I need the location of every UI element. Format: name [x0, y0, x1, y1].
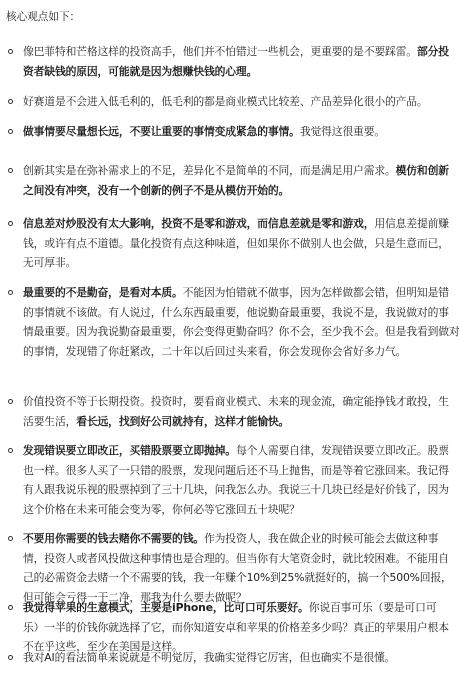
body-text: 不能因为怕错就不做事，因为怎样做都会错，但明知是错	[182, 286, 449, 299]
bold-text: 我觉得苹果的生意模式，主要是iPhone，比可口可乐要好。	[23, 601, 309, 614]
bullet-icon	[8, 605, 13, 610]
bullet-icon	[8, 399, 13, 404]
bold-text: 部分投	[416, 45, 449, 58]
key-point-line	[23, 392, 449, 412]
key-point-line	[23, 549, 449, 569]
key-point-line	[23, 303, 449, 323]
body-text: 情最重要。因为我说勤奋最重要，你会变得更勤奋吗？你不会，至少我不会。但是我看到做对	[23, 325, 460, 338]
bold-text: 信息差对炒股没有太大影响，投资不是零和游戏，而信息差就是零和游戏，	[23, 217, 375, 230]
bold-text: 发现错误要立即改正，买错股票要立即抛掉。	[23, 444, 236, 457]
bullet-icon	[8, 49, 13, 54]
key-point-item	[23, 392, 449, 431]
bold-text: 资者缺钱的原因，可能就是因为想赚快钱的心理。	[23, 64, 258, 78]
body-text: 乐）一半的价钱你就选择了它，而你知道安卓和苹果的价格差多少吗？真正的苹果用户根本	[23, 620, 449, 634]
key-point-line	[23, 122, 421, 142]
body-text: 你说百事可乐（要是可口可	[308, 601, 437, 614]
body-text: 的事情，发现错了你赶紧改，二十年以后回过头来看，你会发现你会省好多力气。	[23, 344, 407, 358]
key-point-line	[23, 500, 421, 520]
key-point-line	[23, 648, 421, 668]
body-text: 有人跟我说乐视的股票掉到了三十几块，问我怎么办。我说三十几块已经是好价钱了，因为	[23, 483, 449, 496]
key-point-line	[23, 618, 449, 638]
key-point-line	[23, 283, 449, 303]
body-text: 钱，或许有点不道德。量化投资有点这种味道，但如果你不做别人也会做，只是生意而已，	[23, 236, 449, 250]
key-point-line	[23, 234, 449, 254]
body-text: 但可能会亏得一干二净，那我为什么要去做呢？	[23, 590, 247, 604]
body-text: 也一样。很多人买了一只错的股票，发现问题后还不马上抛售，而是等着它涨回来。我记得	[23, 463, 449, 477]
body-text: 我对AI的看法简单来说就是不明觉厉，我确实觉得它厉害，但也确实不是很懂。	[23, 651, 396, 664]
body-text: 每个人需要自律，发现错误要立即改正。股票	[235, 444, 449, 457]
body-text: 己的必需资金去赌一个不需要的钱，我一年赚个10%到25%就挺好的，搞一个500%回报，	[23, 571, 452, 584]
key-point-line	[23, 42, 449, 62]
body-text: 用信息差提前赚	[374, 217, 449, 230]
bold-text: 最重要的不是勤奋，是看对本质。	[23, 286, 183, 299]
key-point-line	[23, 253, 421, 273]
bullet-icon	[8, 448, 13, 453]
bold-text: 看长远，找到好公司就持有，这样才能愉快。	[76, 414, 290, 428]
body-text: 的事情就不该做。有人说过，什么东西最重要，他说勤奋最重要，我说不是，我说做对的事	[23, 305, 449, 319]
key-point-item	[23, 648, 421, 668]
key-point-item	[23, 214, 449, 273]
key-point-line	[23, 598, 437, 618]
body-text: 作为投资人，我在做企业的时候可能会去做这种事	[204, 532, 439, 545]
bold-text: 不要用你需要的钱去赌你不需要的钱。	[23, 532, 204, 545]
key-point-item	[23, 92, 428, 112]
bullet-icon	[8, 221, 13, 226]
body-text: 不在乎这些，至少在美国是这样。	[23, 640, 183, 653]
key-point-line	[23, 342, 421, 362]
bullet-icon	[8, 168, 13, 173]
body-text: 活要生活，	[23, 414, 77, 428]
key-point-line	[23, 568, 452, 588]
key-point-item	[23, 441, 449, 519]
key-point-line	[23, 161, 449, 181]
key-point-line	[23, 214, 449, 234]
key-point-item	[23, 529, 452, 607]
body-text: 价值投资不等于长期投资。投资时，要看商业模式、未来的现金流，确定能挣钱才敢投，生	[23, 395, 449, 408]
key-point-line	[23, 322, 460, 342]
body-text: 这个价格在未来可能会变为零，你何必等它涨回五十块呢？	[23, 502, 300, 516]
body-text: 创新其实是在弥补需求上的不足，差异化不是简单的不同，而是满足用户需求。	[23, 164, 396, 177]
bullet-icon	[8, 655, 13, 660]
bold-text: 模仿和创新	[395, 164, 449, 177]
key-point-item	[23, 42, 449, 81]
bullet-icon	[8, 290, 13, 295]
key-point-line	[23, 461, 449, 481]
key-point-line	[23, 441, 449, 461]
bold-text: 做事情要尽量想长远，不要让重要的事情变成紧急的事情。	[23, 125, 300, 138]
key-point-item	[23, 161, 449, 200]
key-point-line	[23, 181, 421, 201]
bold-text: 之间没有冲突，没有一个创新的例子不是从模仿开始的。	[23, 183, 290, 197]
body-text: 无可厚非。	[23, 256, 77, 269]
key-point-line	[23, 480, 449, 500]
bullet-icon	[8, 99, 13, 104]
body-text: 好赛道是不会进入低毛利的，低毛利的都是商业模式比较差、产品差异化很小的产品。	[23, 95, 428, 108]
key-point-line	[23, 92, 428, 112]
key-point-line	[23, 62, 421, 82]
key-point-line	[23, 529, 439, 549]
key-point-line	[23, 412, 421, 432]
key-point-item	[23, 283, 460, 361]
bullet-icon	[8, 536, 13, 541]
summary-heading: 核心观点如下：	[6, 11, 81, 23]
body-text: 像巴菲特和芒格这样的投资高手，他们并不怕错过一些机会，更重要的是不要踩雷。	[23, 45, 417, 58]
body-text: 情，投资人或者风投做这种事情也是合理的。但当你有大笔资金时，就比较困难。不能用自	[23, 551, 449, 565]
bullet-icon	[8, 129, 13, 134]
key-point-item	[23, 122, 421, 142]
body-text: 我觉得这很重要。	[299, 125, 386, 138]
